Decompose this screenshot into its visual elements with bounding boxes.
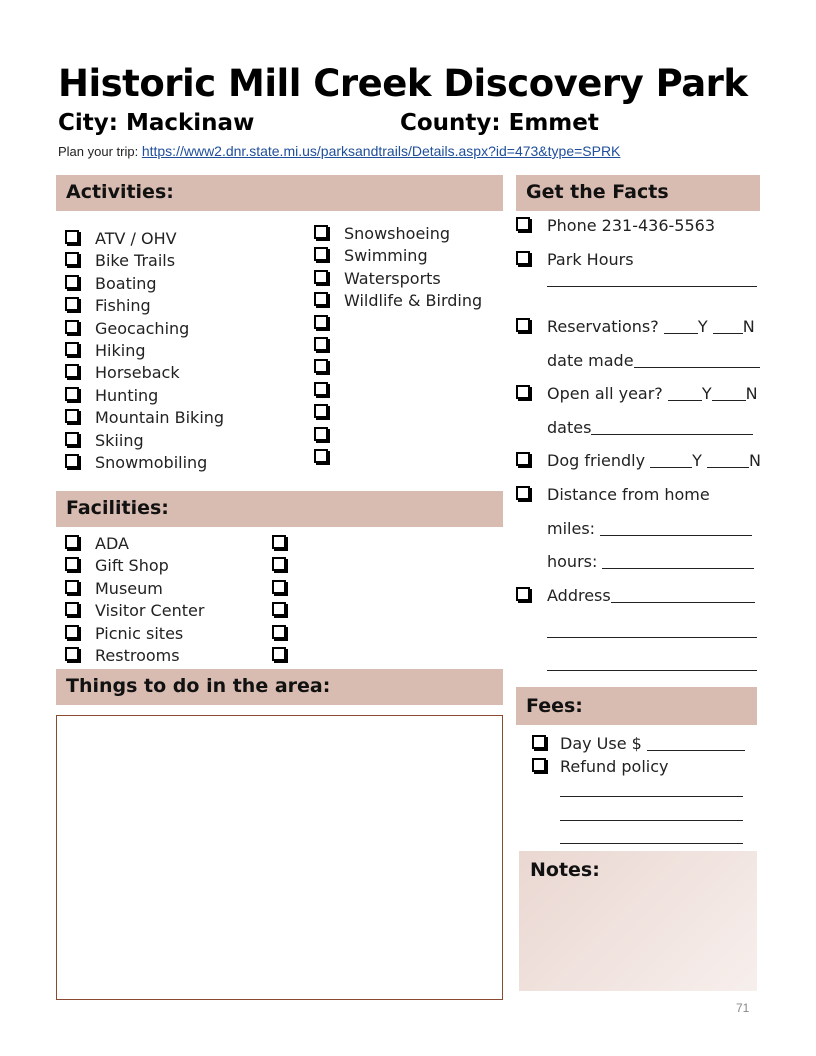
facts-header [516,175,760,211]
notes-box[interactable] [519,851,757,991]
facility-checkbox[interactable] [65,625,79,639]
refund-line-2[interactable] [560,820,743,821]
facility-item [65,600,204,622]
phone-checkbox[interactable] [516,215,546,237]
open-all-year-n-line[interactable] [712,386,746,401]
activity-extra-item [314,380,344,402]
activity-checkbox[interactable] [65,409,79,423]
activity-item [65,318,189,340]
facility-checkbox[interactable] [65,535,79,549]
activity-extra-checkbox[interactable] [314,315,328,329]
facility-extra-checkbox[interactable] [272,557,286,571]
activity-extra-label: Snowshoeing [344,224,451,243]
activity-item [65,430,144,452]
facilities-header [56,491,503,527]
facility-checkbox[interactable] [65,602,79,616]
activity-extra-item [314,425,344,447]
activity-checkbox[interactable] [65,252,79,266]
dates-line[interactable] [591,420,753,435]
reservations-row [547,316,755,338]
activity-label: Geocaching [95,318,190,338]
activity-extra-checkbox[interactable] [314,427,328,441]
dog-friendly-row [547,450,761,472]
activity-extra-item [314,402,344,424]
activity-extra-checkbox[interactable] [314,404,328,418]
facility-label: Picnic sites [95,623,184,643]
activity-extra-label: Wildlife & Birding [344,291,483,311]
facility-item [65,555,169,577]
park-hours-checkbox[interactable] [516,249,546,271]
open-all-year-label: Open all year? [547,384,663,403]
activities-header [56,175,503,211]
facility-extra-item [272,555,302,577]
page-number: 71 [736,1001,750,1015]
date-made-label: date made [547,351,634,370]
facility-checkbox[interactable] [65,557,79,571]
address-row [547,585,755,607]
reservations-n-line[interactable] [713,319,743,334]
city-label: City: Mackinaw [58,110,255,136]
activity-checkbox[interactable] [65,342,79,356]
facility-label: Visitor Center [95,601,205,621]
things-to-do-box[interactable] [56,715,503,1000]
notes-heading: Notes: [530,859,600,881]
dog-friendly-n: N [749,451,761,470]
date-made-row [547,350,760,372]
activity-label: Boating [95,273,157,293]
page-title: Historic Mill Creek Discovery Park [58,62,748,105]
day-use-label: Day Use $ [560,734,642,753]
address-line-1[interactable] [611,588,755,603]
activity-item [65,273,157,295]
address-label: Address [547,586,611,605]
facility-extra-item [272,533,302,555]
activity-item [65,250,175,272]
dog-friendly-y-line[interactable] [650,453,692,468]
open-all-year-y-line[interactable] [668,386,702,401]
open-all-year-y: Y [701,384,712,403]
activity-item [65,295,151,317]
facility-label: Museum [95,578,163,598]
activity-label: Hiking [95,341,146,360]
activity-extra-label: Swimming [344,246,428,266]
reservations-n: N [742,317,755,336]
hours-row [547,551,754,573]
reservations-y-line[interactable] [664,319,698,334]
facility-extra-checkbox[interactable] [272,535,286,549]
address-line-3[interactable] [547,670,757,671]
activity-item [65,385,158,407]
activity-item [65,228,177,250]
activity-item [65,407,224,429]
reservations-y: Y [697,317,708,336]
facility-extra-item [272,645,302,667]
day-use-row [532,733,745,755]
refund-line-1[interactable] [560,796,743,797]
facility-label: ADA [95,534,129,553]
facility-extra-checkbox[interactable] [272,647,286,661]
activity-label: Mountain Biking [95,408,225,428]
activity-checkbox[interactable] [65,432,79,446]
dog-friendly-y: Y [692,451,702,470]
date-made-line[interactable] [634,353,760,368]
distance-label: Distance from home [547,485,710,504]
facility-label: Restrooms [95,646,180,665]
refund-row [532,756,669,778]
facility-extra-item [272,578,302,600]
activity-extra-checkbox[interactable] [314,247,328,261]
activity-extra-checkbox[interactable] [314,292,328,306]
activity-label: Bike Trails [95,251,176,271]
things-header [56,669,503,705]
miles-line[interactable] [600,521,752,536]
activity-extra-item [314,245,428,267]
activity-checkbox[interactable] [65,230,79,244]
refund-checkbox[interactable] [532,758,546,772]
activity-item [65,362,180,384]
activity-checkbox[interactable] [65,297,79,311]
activity-item [65,452,207,474]
activity-extra-item [314,223,450,245]
refund-line-3[interactable] [560,843,743,844]
activity-extra-item [314,313,344,335]
activity-checkbox[interactable] [65,454,79,468]
activity-label: ATV / OHV [95,229,177,248]
activity-extra-checkbox[interactable] [314,225,328,239]
refund-label: Refund policy [560,757,669,776]
facility-checkbox[interactable] [65,647,79,661]
things-heading: Things to do in the area: [66,675,331,697]
address-line-2[interactable] [547,637,757,638]
fees-heading: Fees: [526,695,583,717]
activities-heading: Activities: [66,181,174,203]
address-checkbox[interactable] [516,585,546,607]
facility-item [65,578,163,600]
facility-item [65,623,183,645]
facility-item [65,645,180,667]
facility-extra-item [272,623,302,645]
facility-checkbox[interactable] [65,580,79,594]
activity-extra-checkbox[interactable] [314,359,328,373]
activity-extra-checkbox[interactable] [314,270,328,284]
activity-label: Hunting [95,385,159,405]
dog-friendly-label: Dog friendly [547,451,646,470]
miles-row [547,518,752,540]
activity-extra-item [314,290,482,312]
phone-text: Phone 231-436-5563 [547,216,715,235]
facility-label: Gift Shop [95,556,169,576]
activity-item [65,340,145,362]
hours-label: hours: [547,552,598,571]
activity-checkbox[interactable] [65,364,79,378]
day-use-checkbox[interactable] [532,735,546,749]
facilities-heading: Facilities: [66,497,169,519]
facility-extra-checkbox[interactable] [272,580,286,594]
dates-label: dates [547,418,592,437]
activity-extra-checkbox[interactable] [314,382,328,396]
plan-trip-line [58,143,620,159]
open-all-year-checkbox[interactable] [516,383,546,405]
facility-extra-checkbox[interactable] [272,602,286,616]
activity-label: Snowmobiling [95,453,208,472]
reservations-checkbox[interactable] [516,316,546,338]
facility-extra-checkbox[interactable] [272,625,286,639]
dog-friendly-checkbox[interactable] [516,450,546,472]
fees-header [516,687,757,725]
facility-extra-item [272,600,302,622]
facts-heading: Get the Facts [526,181,669,203]
facility-item [65,533,129,555]
activity-extra-item [314,357,344,379]
day-use-line[interactable] [647,736,745,751]
activity-label: Skiing [95,430,144,450]
activity-checkbox[interactable] [65,275,79,289]
open-all-year-n: N [745,384,758,403]
reservations-label: Reservations? [547,317,659,336]
activity-extra-label: Watersports [344,268,441,288]
dates-row [547,417,753,439]
park-hours-line[interactable] [547,286,757,287]
plan-trip-label: Plan your trip: [58,144,142,159]
miles-label: miles: [547,519,596,538]
activity-extra-item [314,268,441,290]
open-all-year-row [547,383,758,405]
park-hours-label: Park Hours [547,250,634,269]
county-label: County: Emmet [400,110,599,136]
activity-checkbox[interactable] [65,387,79,401]
activity-checkbox[interactable] [65,320,79,334]
activity-label: Horseback [95,363,180,383]
plan-trip-link[interactable]: https://www2.dnr.state.mi.us/parksandtrails/Details.aspx?id=473&type=SPRK [141,143,621,159]
dog-friendly-n-line[interactable] [707,453,749,468]
activity-label: Fishing [95,296,151,316]
hours-line[interactable] [602,554,754,569]
activity-extra-item [314,447,344,469]
activity-extra-checkbox[interactable] [314,337,328,351]
activity-extra-checkbox[interactable] [314,449,328,463]
distance-checkbox[interactable] [516,484,546,506]
activity-extra-item [314,335,344,357]
